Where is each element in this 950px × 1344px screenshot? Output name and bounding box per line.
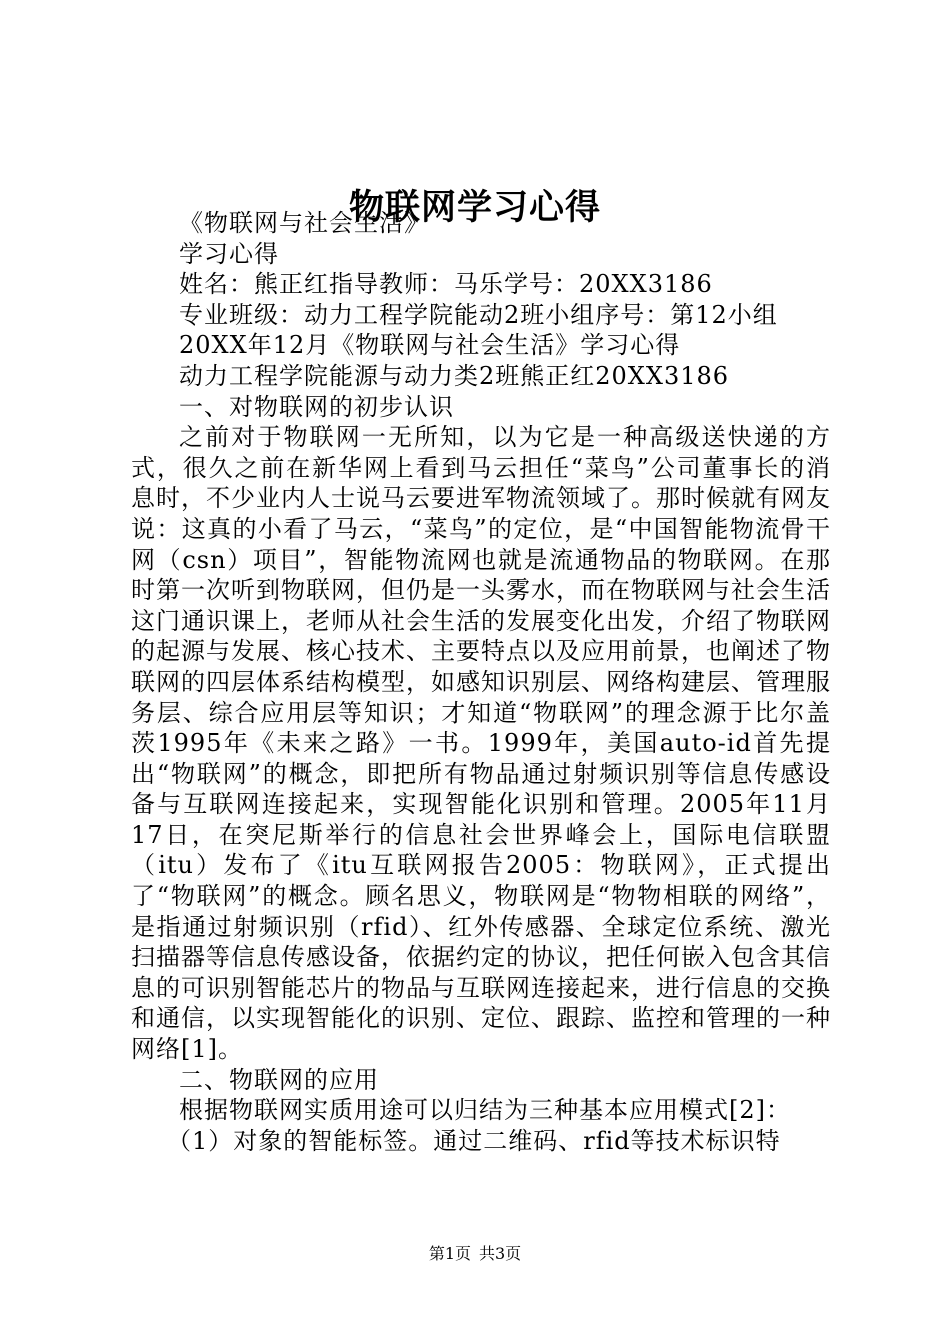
page-total: 共3页	[479, 1244, 522, 1263]
document-title: 物联网学习心得	[348, 187, 601, 228]
section-2-item-1: （1）对象的智能标签。通过二维码、rfid等技术标识特	[167, 1126, 781, 1155]
page-footer	[0, 1243, 950, 1265]
subtitle-line: 学习心得	[179, 239, 279, 268]
section-2-intro: 根据物联网实质用途可以归结为三种基本应用模式[2]：	[179, 1096, 791, 1125]
author-info-line: 姓名：熊正红指导教师：马乐学号：20XX3186	[179, 270, 713, 299]
paragraph-1: 之前对于物联网一无所知，以为它是一种高级送快递的方式，很久之前在新华网上看到马云担任“菜鸟”公司董事长的消息时，不少业内人士说马云要进军物流领域了。那时候就有网友说：这真的小看了马云，“菜鸟”的定位，是“中国智能物流骨干网（csn）项目”，智能物流网也就是流通物品的物联网。在那时第一次听到物联网，但仍是一头雾水，而在物联网与社会生活这门通识课上，老师从社会生活的发展变化出发，介绍了物联网的起源与发展、核心技术、主要特点以及应用前景，也阐述了物联网的四层体系结构模型，如感知识别层、网络构建层、管理服务层、综合应用层等知识；才知道“物联网”的理念源于比尔盖茨1995年《未来之路》一书。1999年，美国auto-id首先提出“物联网”的概念，即把所有物品通过射频识别等信息传感设备与互联网连接起来，实现智能化识别和管理。2005年11月17日，在突尼斯举行的信息社会世界峰会上，国际电信联盟（itu）发布了《itu互联网报告2005：物联网》，正式提出了“物联网”的概念。顾名思义，物联网是“物物相联的网络”，是指通过射频识别（rfid）、红外传感器、全球定位系统、激光扫描器等信息传感设备，依据约定的协议，把任何嵌入包含其信息的可识别智能芯片的物品与互联网连接起来，进行信息的交换和通信，以实现智能化的识别、定位、跟踪、监控和管理的一种网络[1]。	[131, 423, 831, 1064]
course-title-line: 《物联网与社会生活》	[179, 209, 429, 237]
section-2-heading: 二、物联网的应用	[179, 1065, 379, 1094]
date-line: 20XX年12月《物联网与社会生活》学习心得	[179, 331, 681, 360]
section-1-heading: 一、对物联网的初步认识	[179, 392, 454, 421]
page-number: 第1页	[428, 1244, 471, 1263]
document-body	[131, 208, 831, 1156]
class-info-line: 专业班级：动力工程学院能动2班小组序号：第12小组	[179, 300, 778, 329]
author-line: 动力工程学院能源与动力类2班熊正红20XX3186	[179, 361, 730, 390]
